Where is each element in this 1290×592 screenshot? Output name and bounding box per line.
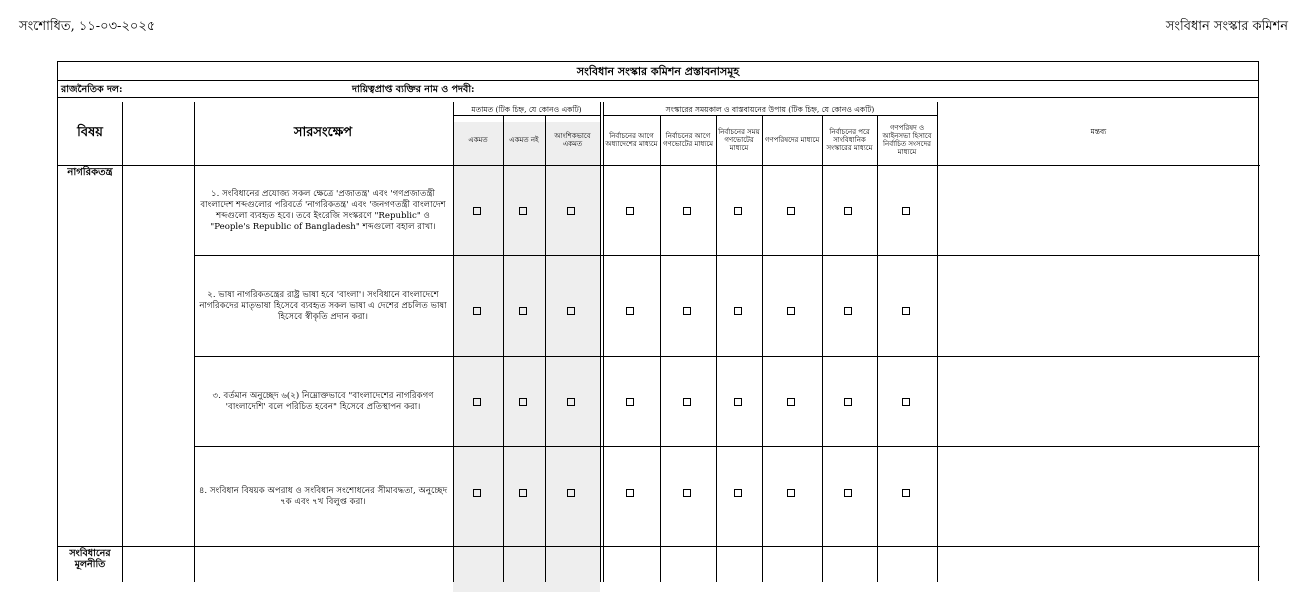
checkbox-item3-agree[interactable] — [473, 398, 481, 406]
method-option-4: গণপরিষদের মাধ্যমে — [764, 136, 820, 144]
opinion-option-agree: একমত — [468, 136, 488, 144]
checkbox-item2-method-6[interactable] — [902, 307, 910, 315]
checkbox-item4-method-3[interactable] — [734, 489, 742, 497]
checkbox-item2-method-1[interactable] — [626, 307, 634, 315]
subject-constitution-principles: সংবিধানের মূলনীতি — [69, 548, 111, 570]
checkbox-item2-method-3[interactable] — [734, 307, 742, 315]
checkbox-item1-method-3[interactable] — [734, 207, 742, 215]
checkbox-item3-method-4[interactable] — [787, 398, 795, 406]
summary-item-2: ২. ভাষা নাগরিকতন্ত্রের রাষ্ট্র ভাষা হবে 'বাংলা'। সংবিধানে বাংলাদেশে নাগরিকদের মাতৃভাষা হিসেবে ব্যবহৃত সকল ভাষা এ দেশের প্রচলিত ভাষা হিসেবে স্বীকৃতি প্রদান করা। — [199, 289, 447, 322]
opinion-shade — [453, 122, 600, 592]
opinion-group-header: মতামত (টিক চিহ্ন, যে কোনও একটি) — [471, 105, 582, 114]
form-title: সংবিধান সংস্কার কমিশন প্রস্তাবনাসমূহ — [58, 62, 1258, 81]
method-option-6: গণপরিষদ ও আইনসভা হিসাবে নির্বাচিত সংসদের মাধ্যমে — [882, 124, 932, 156]
checkbox-item4-method-6[interactable] — [902, 489, 910, 497]
subject-header: বিষয় — [77, 124, 103, 140]
checkbox-item3-method-5[interactable] — [844, 398, 852, 406]
checkbox-item3-method-3[interactable] — [734, 398, 742, 406]
summary-item-1: ১. সংবিধানের প্রযোজ্য সকল ক্ষেত্রে 'প্রজাতন্ত্র' এবং 'গণপ্রজাতন্ত্রী বাংলাদেশ শব্দগুলোর পরিবর্তে 'নাগরিকতন্ত্র' এবং 'জনগণতন্ত্রী বাংলাদেশ শব্দগুলো ব্যবহৃত হবে। তবে ইংরেজি সংস্করণে "Republic" ও "People's Republic of Bangladesh" শব্দগুলো বহাল রাখা। — [200, 189, 446, 232]
checkbox-item2-partial[interactable] — [567, 307, 575, 315]
summary-item-4: ৪. সংবিধান বিষয়ক অপরাধ ও সংবিধান সংশোধনের সীমাবদ্ধতা, অনুচ্ছেদ ৭ক এবং ৭খ বিলুপ্ত করা। — [198, 485, 448, 507]
checkbox-item1-agree[interactable] — [473, 207, 481, 215]
checkbox-item3-disagree[interactable] — [519, 398, 527, 406]
checkbox-item2-disagree[interactable] — [519, 307, 527, 315]
checkbox-item1-partial[interactable] — [567, 207, 575, 215]
proposal-form — [57, 61, 1259, 581]
header-commission-name: সংবিধান সংস্কার কমিশন — [1165, 19, 1288, 34]
method-option-2: নির্বাচনের আগে গণভোটের মাধ্যমে — [662, 132, 714, 148]
checkbox-item4-method-1[interactable] — [626, 489, 634, 497]
person-label: দায়িত্বপ্রাপ্ত ব্যক্তির নাম ও পদবী: — [352, 84, 475, 95]
checkbox-item4-method-2[interactable] — [683, 489, 691, 497]
opinion-option-partial: আংশিকভাবে একমত — [554, 132, 591, 148]
checkbox-item4-method-4[interactable] — [787, 489, 795, 497]
checkbox-item2-method-4[interactable] — [787, 307, 795, 315]
checkbox-item2-agree[interactable] — [473, 307, 481, 315]
meta-row — [58, 81, 1258, 98]
remarks-header: মন্তব্য — [1090, 127, 1107, 136]
revised-date: সংশোধিত, ১১-০৩-২০২৫ — [19, 19, 156, 34]
checkbox-item1-method-6[interactable] — [902, 207, 910, 215]
checkbox-item3-method-1[interactable] — [626, 398, 634, 406]
checkbox-item4-method-5[interactable] — [844, 489, 852, 497]
method-option-1: নির্বাচনের আগে অধ্যাদেশের মাধ্যমে — [605, 132, 658, 148]
checkbox-item4-disagree[interactable] — [519, 489, 527, 497]
opinion-option-disagree: একমত নই — [509, 136, 539, 144]
method-option-3: নির্বাচনের সময় গণভোটের মাধ্যমে — [718, 128, 760, 152]
subject-nagariktantra: নাগরিকতন্ত্র — [67, 167, 113, 178]
checkbox-item3-partial[interactable] — [567, 398, 575, 406]
checkbox-item2-method-5[interactable] — [844, 307, 852, 315]
party-label: রাজনৈতিক দল: — [61, 84, 123, 95]
checkbox-item4-agree[interactable] — [473, 489, 481, 497]
summary-item-3: ৩. বর্তমান অনুচ্ছেদ ৬(২) নিম্নোক্তভাবে "বাংলাদেশের নাগরিকগণ 'বাংলাদেশি' বলে পরিচিত হবেন" হিসেবে প্রতিস্থাপন করা। — [212, 390, 434, 412]
checkbox-item1-method-5[interactable] — [844, 207, 852, 215]
checkbox-item3-method-2[interactable] — [683, 398, 691, 406]
checkbox-item3-method-6[interactable] — [902, 398, 910, 406]
checkbox-item2-method-2[interactable] — [683, 307, 691, 315]
checkbox-item4-partial[interactable] — [567, 489, 575, 497]
method-group-header: সংস্কারের সময়কাল ও বাস্তবায়নের উপায় (টিক চিহ্ন, যে কোনও একটি) — [665, 105, 875, 114]
checkbox-item1-method-1[interactable] — [626, 207, 634, 215]
method-option-5: নির্বাচনের পরে সাংবিধানিক সংস্কারের মাধ্যমে — [826, 128, 873, 152]
checkbox-item1-method-4[interactable] — [787, 207, 795, 215]
checkbox-item1-method-2[interactable] — [683, 207, 691, 215]
summary-header: সারসংক্ষেপ — [293, 124, 353, 140]
checkbox-item1-disagree[interactable] — [519, 207, 527, 215]
